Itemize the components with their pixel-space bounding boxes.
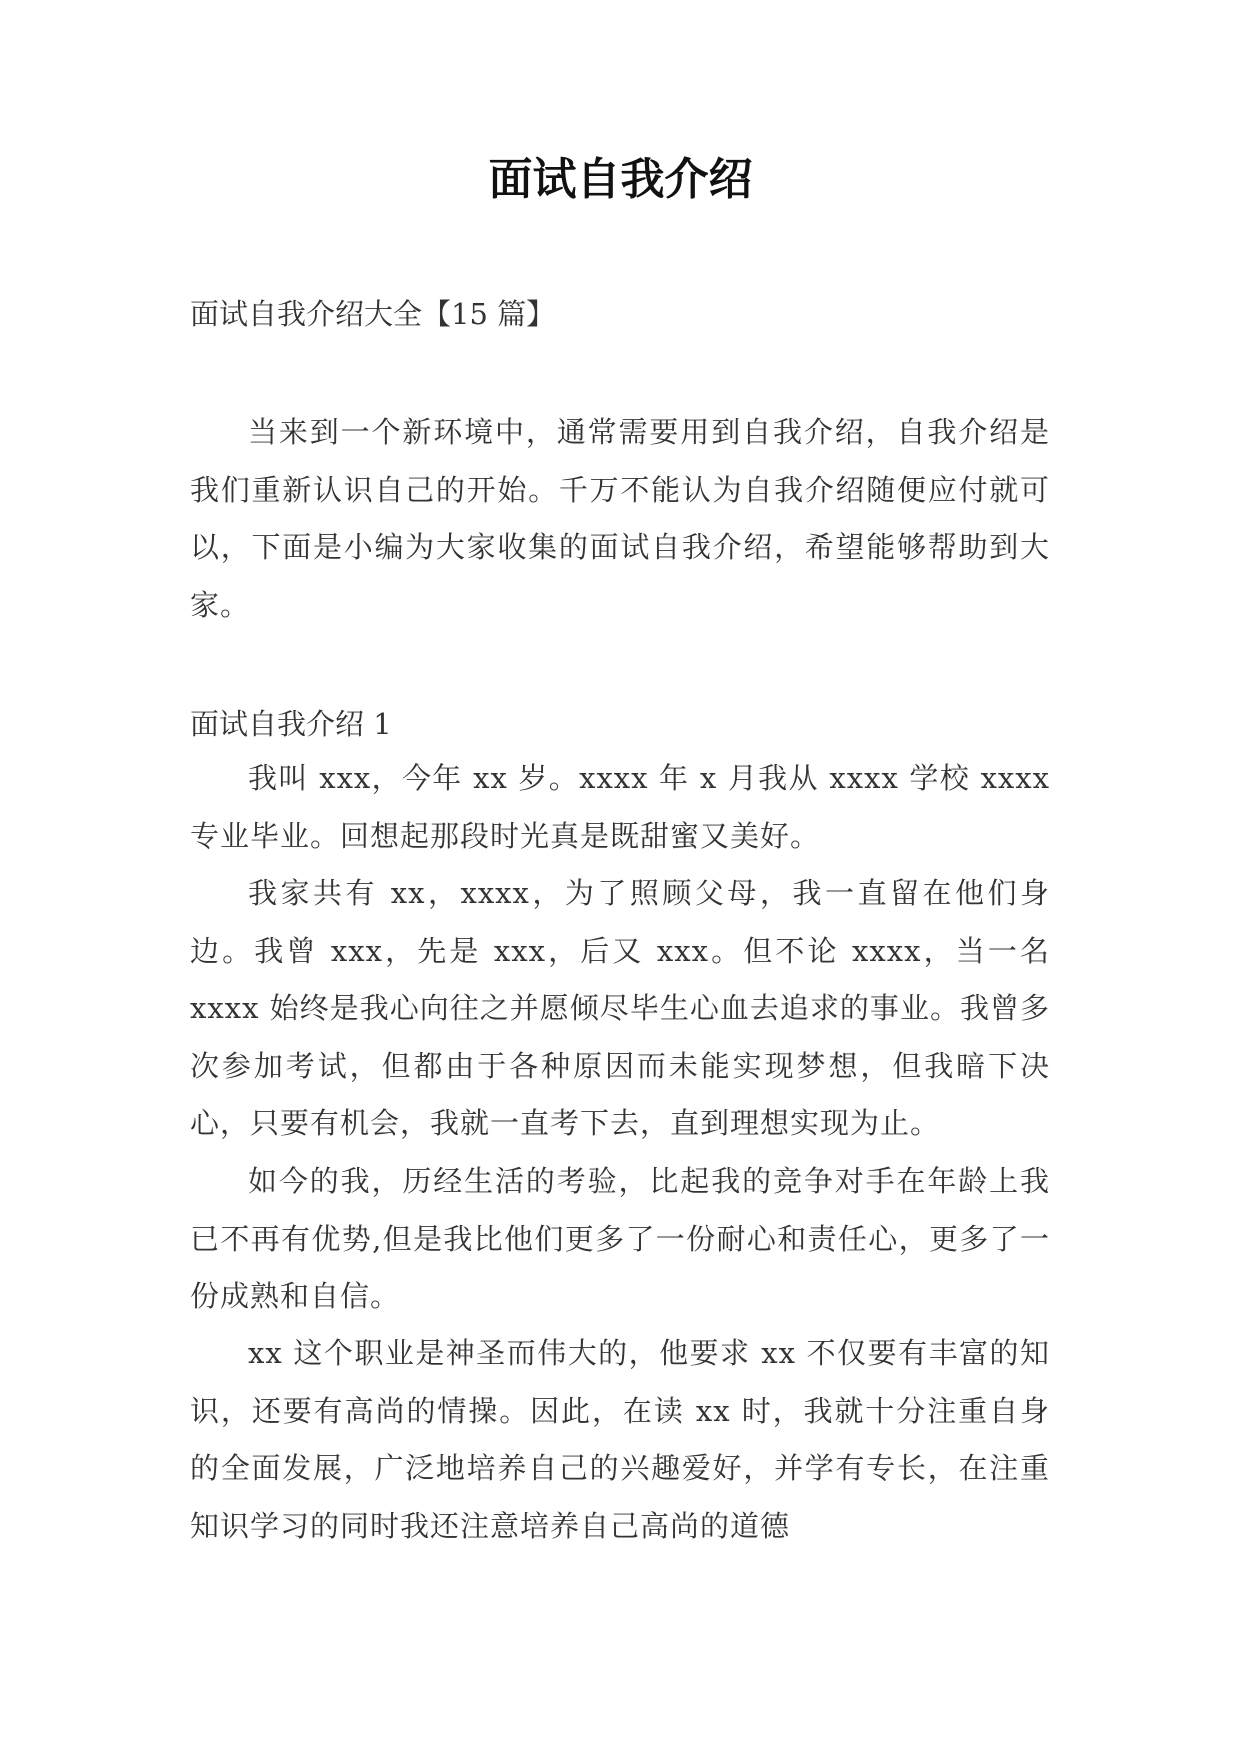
body-paragraph: 我家共有 xx，xxxx，为了照顾父母，我一直留在他们身边。我曾 xxx，先是 xxx，后又 xxx。但不论 xxxx，当一名 xxxx 始终是我心向往之并愿倾尽毕生心血去追求的事业。我曾多次参加考试，但都由于各种原因而未能实现梦想，但我暗下决心，只要有机会，我就一直考下去，直到理想实现为止。 (190, 876, 1050, 1140)
body-paragraph: xx 这个职业是神圣而伟大的，他要求 xx 不仅要有丰富的知识，还要有高尚的情操。因此，在读 xx 时，我就十分注重自身的全面发展，广泛地培养自己的兴趣爱好，并学有专长，在注重知识学习的同时我还注意培养自己高尚的道德 (190, 1336, 1050, 1543)
body-paragraph: 如今的我，历经生活的考验，比起我的竞争对手在年龄上我已不再有优势,但是我比他们更多了一份耐心和责任心，更多了一份成熟和自信。 (190, 1164, 1050, 1313)
body-paragraph: 我叫 xxx，今年 xx 岁。xxxx 年 x 月我从 xxxx 学校 xxxx 专业毕业。回想起那段时光真是既甜蜜又美好。 (190, 761, 1050, 853)
section-heading: 面试自我介绍 1 (190, 707, 392, 741)
page-title: 面试自我介绍 (488, 154, 753, 205)
document-subtitle: 面试自我介绍大全【15 篇】 (190, 297, 556, 331)
intro-paragraph: 当来到一个新环境中，通常需要用到自我介绍，自我介绍是我们重新认识自己的开始。千万不能认为自我介绍随便应付就可以，下面是小编为大家收集的面试自我介绍，希望能够帮助到大家。 (190, 415, 1050, 622)
